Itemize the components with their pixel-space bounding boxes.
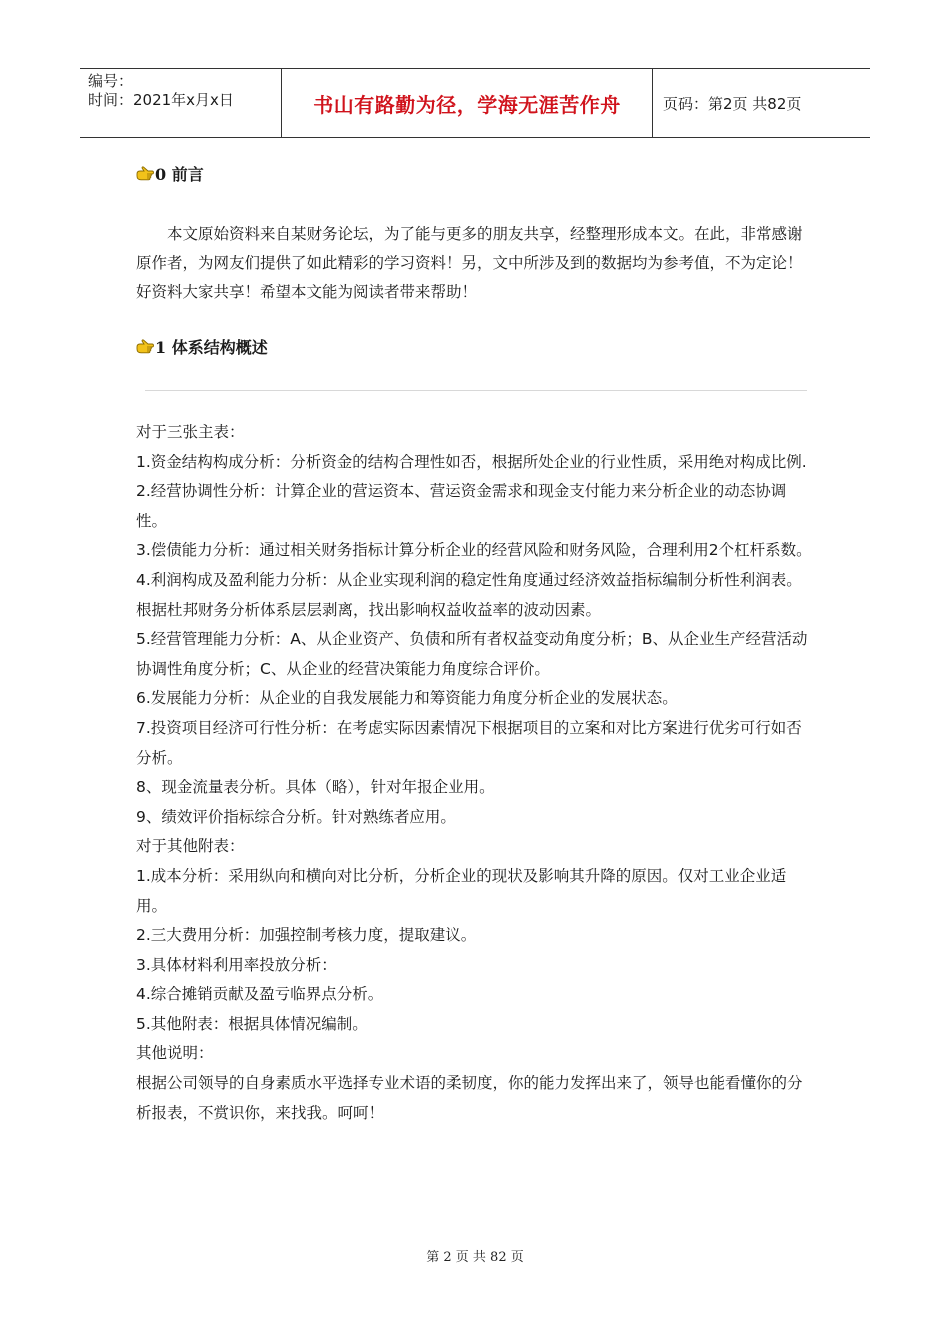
body-line: 9、绩效评价指标综合分析。针对熟练者应用。 [136, 807, 456, 826]
preface-title: 0 前言 [155, 165, 204, 184]
number-label: 编号： [88, 72, 134, 90]
body-line: 3.具体材料利用率投放分析： [136, 955, 337, 974]
body-line: 根据公司领导的自身素质水平选择专业术语的柔韧度，你的能力发挥出来了，领导也能看懂你的分析报表，不赏识你，来找我。呵呵！ [136, 1074, 803, 1122]
pointing-hand-icon [136, 166, 154, 182]
section-divider [145, 390, 807, 391]
body-line: 3.偿债能力分析：通过相关财务指标计算分析企业的经营风险和财务风险，合理利用2个杠杆系数。 [136, 541, 812, 560]
header-page-cell [653, 69, 870, 137]
motto-text: 书山有路勤为径，学海无涯苦作舟 [313, 92, 621, 117]
body-line: 5.经营管理能力分析：A、从企业资产、负债和所有者权益变动角度分析；B、从企业生产经营活动协调性角度分析；C、从企业的经营决策能力角度综合评价。 [136, 630, 808, 678]
body-line: 7.投资项目经济可行性分析：在考虑实际因素情况下根据项目的立案和对比方案进行优劣可行如否分析。 [136, 718, 802, 767]
preface-heading [136, 162, 204, 185]
overview-title: 1 体系结构概述 [155, 338, 268, 357]
body-line: 对于三张主表： [136, 423, 245, 441]
header-motto-cell [282, 69, 653, 137]
pointing-hand-icon [136, 339, 154, 355]
body-line: 对于其他附表： [136, 837, 245, 856]
document-header [80, 68, 870, 138]
page-footer: 第 2 页 共 82 页 [426, 1250, 524, 1265]
preface-paragraph: 本文原始资料来自某财务论坛，为了能与更多的朋友共享，经整理形成本文。在此，非常感谢原作者，为网友们提供了如此精彩的学习资料！另，文中所涉及到的数据均为参考值，不为定论！好资料大家共享！希望本文能为阅读者带来帮助！ [136, 225, 803, 301]
header-meta-cell [80, 69, 282, 137]
body-line: 2.三大费用分析：加强控制考核力度，提取建议。 [136, 926, 477, 945]
body-line: 2.经营协调性分析：计算企业的营运资本、营运资金需求和现金支付能力来分析企业的动态协调性。 [136, 482, 787, 530]
body-line: 6.发展能力分析：从企业的自我发展能力和筹资能力角度分析企业的发展状态。 [136, 689, 678, 708]
body-line: 5.其他附表：根据具体情况编制。 [136, 1014, 368, 1033]
body-content [136, 418, 816, 1128]
date-label: 时间：2021年x月x日 [88, 91, 234, 109]
body-line: 8、现金流量表分析。具体（略），针对年报企业用。 [136, 778, 495, 797]
page-info: 页码：第2页 共82页 [663, 94, 802, 113]
body-line: 4.综合摊销贡献及盈亏临界点分析。 [136, 985, 384, 1004]
body-line: 其他说明： [136, 1044, 214, 1063]
overview-heading [136, 335, 268, 358]
body-line: 4.利润构成及盈利能力分析：从企业实现利润的稳定性角度通过经济效益指标编制分析性利润表。根据杜邦财务分析体系层层剥离，找出影响权益收益率的波动因素。 [136, 570, 802, 619]
body-line: 1.成本分析：采用纵向和横向对比分析，分析企业的现状及影响其升降的原因。仅对工业企业适用。 [136, 866, 787, 915]
body-line: 1.资金结构构成分析：分析资金的结构合理性如否，根据所处企业的行业性质，采用绝对构成比例. [136, 452, 807, 471]
